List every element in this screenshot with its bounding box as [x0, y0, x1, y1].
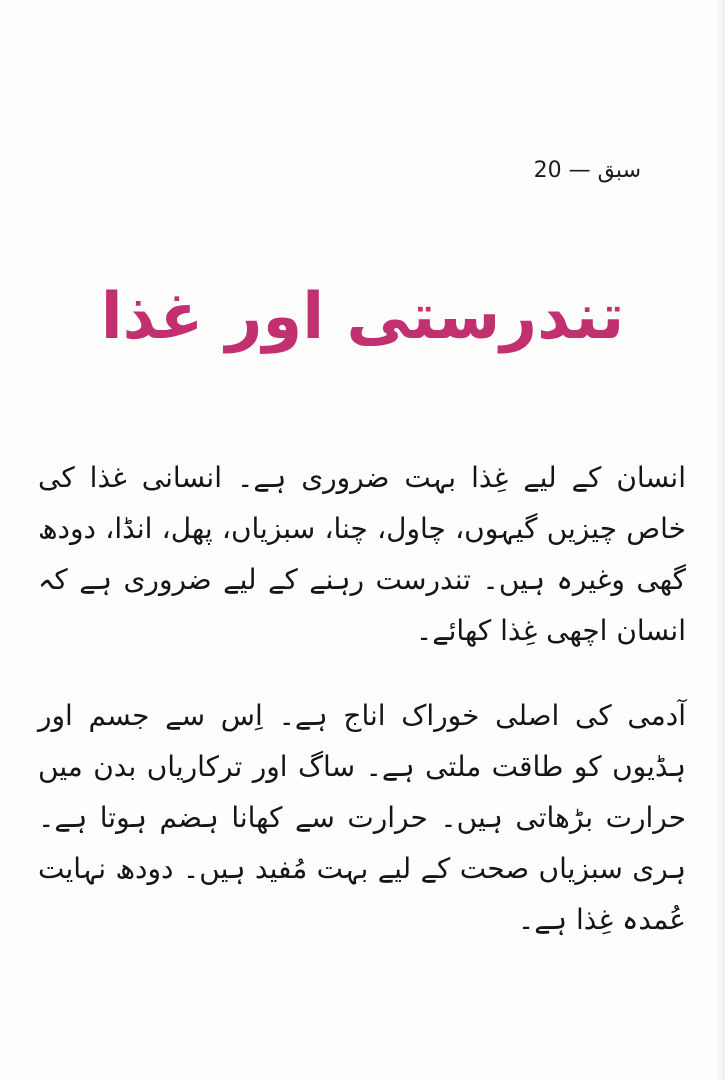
paragraph-1: انسان کے لیے غِذا بہت ضروری ہے۔ انسانی غذا کی خاص چیزیں گیہوں، چاول، چنا، سبزیاں، پھل، انڈا، دودھ گھی وغیرہ ہیں۔ تندرست رہنے کے لیے ضروری ہے کہ انسان اچھی غِذا کھائے۔ [38, 461, 686, 647]
lesson-number: سبق — 20 [533, 158, 641, 183]
page-edge-shadow [715, 0, 725, 1080]
paragraph-2: آدمی کی اصلی خوراک اناج ہے۔ اِس سے جسم اور ہڈیوں کو طاقت ملتی ہے۔ ساگ اور ترکاریاں بدن میں حرارت بڑھاتی ہیں۔ حرارت سے کھانا ہضم ہوتا ہے۔ ہری سبزیاں صحت کے لیے بہت مُفید ہیں۔ دودھ نہایت عُمدہ غِذا ہے۔ [38, 699, 686, 936]
lesson-title: تندرستی اور غذا [100, 280, 625, 354]
